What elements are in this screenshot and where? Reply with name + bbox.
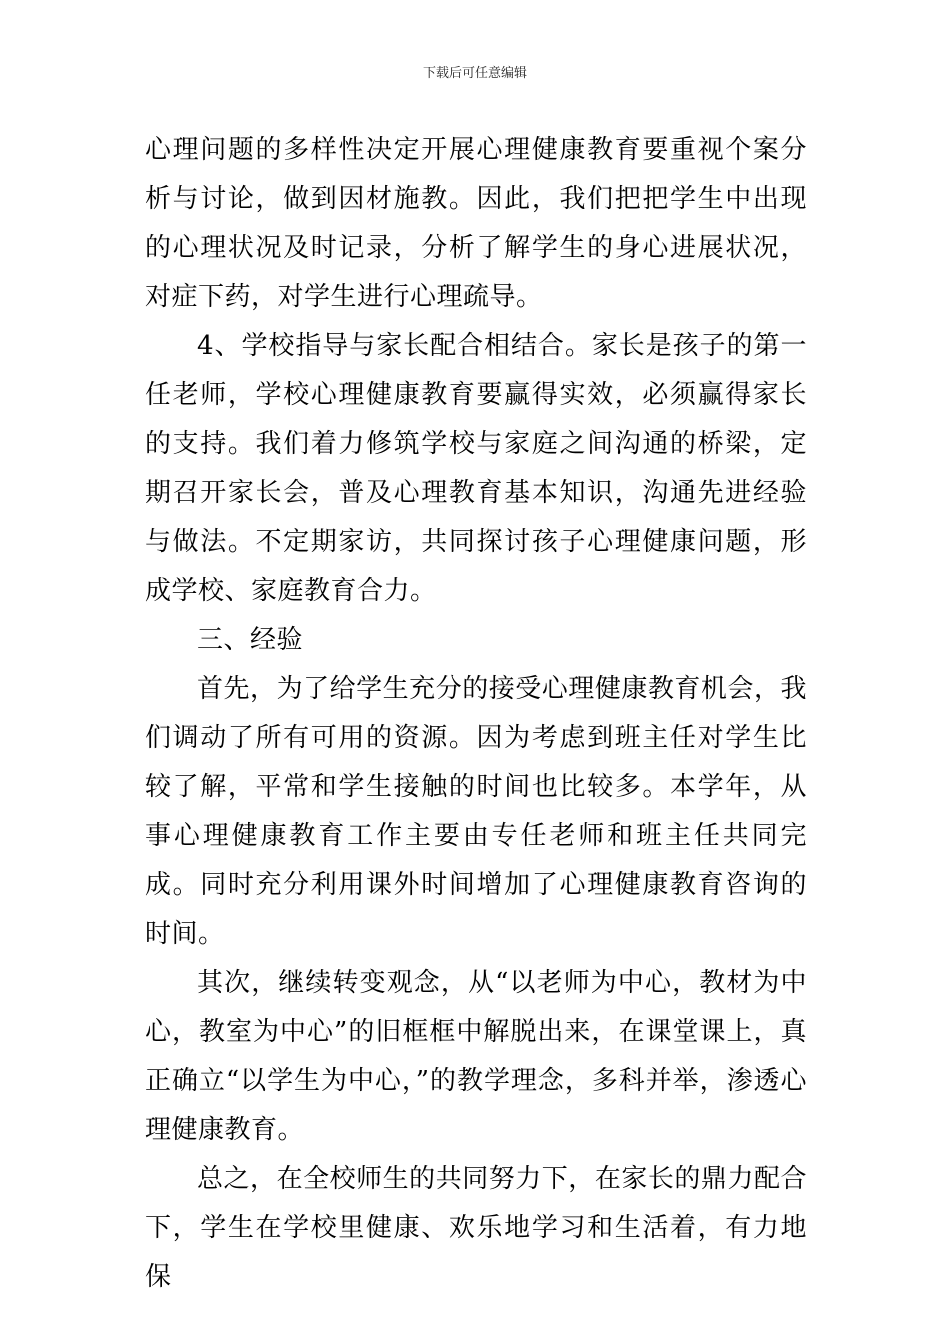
paragraph-school-parent: 4、学校指导与家长配合相结合。家长是孩子的第一任老师，学校心理健康教育要赢得实效，必须赢得家长的支持。我们着力修筑学校与家庭之间沟通的桥梁，定期召开家长会，普及心理教育基本知识，沟通先进经验与做法。不定期家访，共同探讨孩子心理健康问题，形成学校、家庭教育合力。 <box>145 331 807 606</box>
paragraph-first: 首先，为了给学生充分的接受心理健康教育机会，我们调动了所有可用的资源。因为考虑到班主任对学生比较了解，平常和学生接触的时间也比较多。本学年，从事心理健康教育工作主要由专任老师和班主任共同完成。同时充分利用课外时间增加了心理健康教育咨询的时间。 <box>145 674 807 949</box>
page-header: 下载后可任意编辑 <box>422 66 527 81</box>
section-heading-experience: 三、经验 <box>197 625 304 655</box>
document-body <box>145 126 807 1302</box>
paragraph-case-analysis: 心理问题的多样性决定开展心理健康教育要重视个案分析与讨论，做到因材施教。因此，我们把把学生中出现的心理状况及时记录，分析了解学生的身心进展状况，对症下药，对学生进行心理疏导。 <box>145 135 807 312</box>
paragraph-conclusion: 总之，在全校师生的共同努力下，在家长的鼎力配合下，学生在学校里健康、欢乐地学习和生活着，有力地保 <box>145 1164 807 1292</box>
paragraph-second: 其次，继续转变观念，从“以老师为中心，教材为中心，教室为中心”的旧框框中解脱出来，在课堂课上，真正确立“以学生为中心，”的教学理念，多科并举，渗透心理健康教育。 <box>145 968 807 1145</box>
